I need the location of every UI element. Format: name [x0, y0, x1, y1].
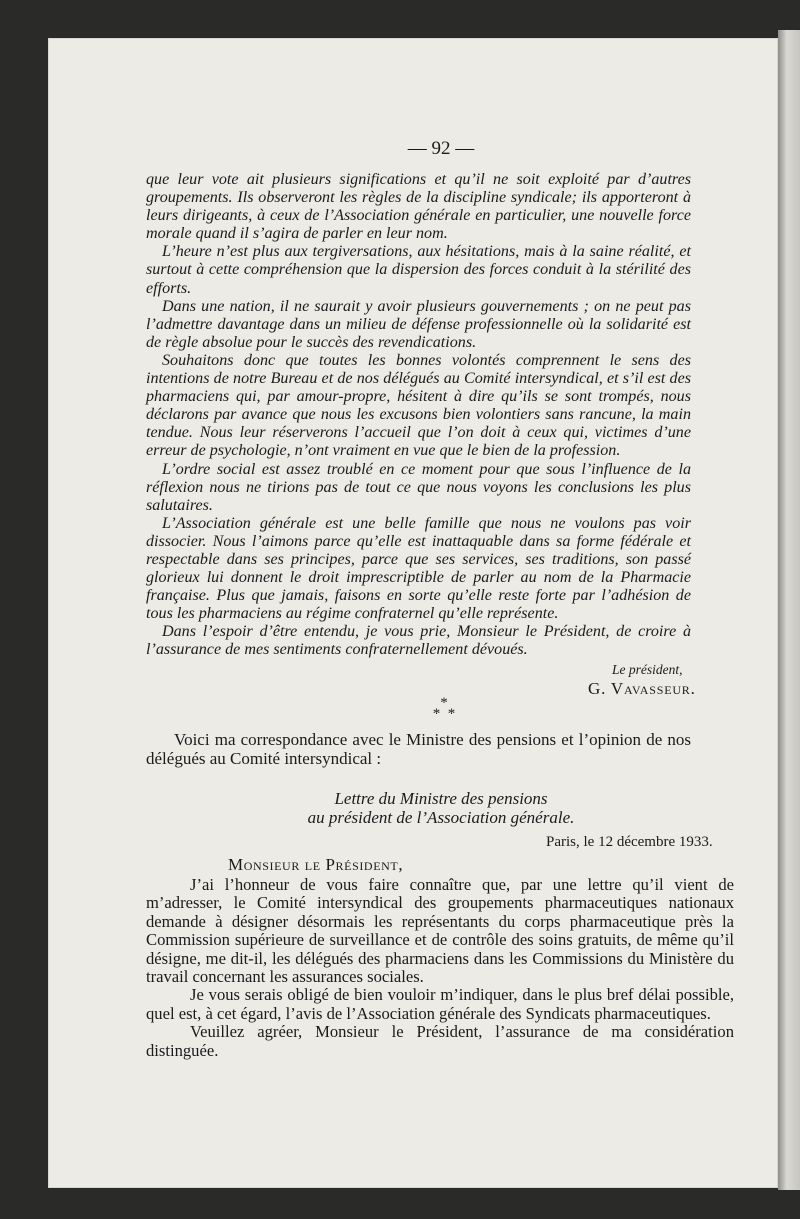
intro-paragraph: Voici ma correspondance avec le Ministre des pensions et l’opinion de nos délégués au Comité intersyndical :: [146, 730, 691, 768]
paragraph: L’Association générale est une belle famille que nous ne voulons pas voir dissocier. Nous l’aimons parce qu’elle est inattaquable dans sa forme fédérale et respectable dans ses principes, parce que ses services, ses traditions, son passé glorieux lui donnent le droit imprescriptible de parler au nom de la Pharmacie française. Plus que jamais, faisons en sorte qu’elle reste forte par l’adhésion de tous les pharmaciens au régime confraternel qu’elle représente.: [146, 514, 691, 623]
adjacent-page-edge: [778, 30, 800, 1190]
paragraph: L’heure n’est plus aux tergiversations, aux hésitations, mais à la saine réalité, et surtout à cette compréhension que la dispersion des forces conduit à la stérilité des efforts.: [146, 243, 691, 297]
letter-title-line: Lettre du Ministre des pensions: [334, 789, 548, 808]
paragraph: Veuillez agréer, Monsieur le Président, l’assurance de ma considération distinguée.: [146, 1022, 734, 1060]
salutation: Monsieur le Président,: [228, 855, 404, 874]
paragraph: Dans l’espoir d’être entendu, je vous prie, Monsieur le Président, de croire à l’assurance de mes sentiments confraternellement dévoués.: [146, 623, 691, 659]
letter-date: Paris, le 12 décembre 1933.: [546, 834, 713, 850]
paragraph: L’ordre social est assez troublé en ce moment pour que sous l’influence de la réflexion nous ne tirions pas de tout ce que nous voyons les conclusions les plus salutaires.: [146, 460, 691, 514]
signature-role: Le président,: [612, 662, 683, 677]
paragraph: que leur vote ait plusieurs significations et qu’il ne soit exploité par d’autres groupements. Ils observeront les règles de la discipline syndicale; ils apporteront à leurs dirigeants, à ceux de l’Association générale en particulier, une nouvelle force morale quand il s’agira de parler en leur nom.: [146, 171, 691, 243]
paragraph: Souhaitons donc que toutes les bonnes volontés comprennent le sens des intentions de notre Bureau et de nos délégués au Comité intersyndical, et s’il est des pharmaciens qui, par amour-propre, hésitent à dire qu’ils se sont trompés, nous déclarons par avance que nous les excusons bien volontiers sans rancune, la main tendue. Nous leur réserverons l’accueil que l’on doit à ceux qui, victimes d’une erreur de psychologie, n’ont vraiment en vue que le bien de la profession.: [146, 351, 691, 460]
page-number: — 92 —: [407, 138, 475, 159]
section-separator: [414, 695, 474, 722]
separator-stars-row: [414, 706, 474, 722]
letter-title-line: au président de l’Association générale.: [307, 808, 575, 827]
paragraph: Je vous serais obligé de bien vouloir m’indiquer, dans le plus bref délai possible, quel est, à cet égard, l’avis de l’Association générale des Syndicats pharmaceutiques.: [146, 985, 734, 1023]
signature-name: G. Vavasseur.: [588, 679, 696, 698]
letter-title: [276, 789, 606, 827]
separator-star: *: [432, 706, 441, 722]
ministry-letter-body: [146, 876, 734, 1060]
paragraph: Dans une nation, il ne saurait y avoir plusieurs gouvernements ; on ne peut pas l’admettre davantage dans un milieu de défense professionnelle où la solidarité est de règle absolue pour le succès des revendications.: [146, 297, 691, 351]
separator-star: *: [447, 706, 456, 722]
separator-star: *: [440, 695, 448, 711]
letter-body: [146, 171, 691, 660]
paragraph: J’ai l’honneur de vous faire connaître que, par une lettre qu’il vient de m’adresser, le Comité intersyndical des groupements pharmaceutiques nationaux demande à désigner désormais les représentants du corps pharmaceutique près la Commission supérieure de surveillance et de contrôle des soins gratuits, de même qu’il désigne, me dit-il, les délégués des pharmaciens dans les Commissions du Ministère du travail concernant les assurances sociales.: [146, 875, 734, 987]
book-page: [48, 38, 778, 1188]
